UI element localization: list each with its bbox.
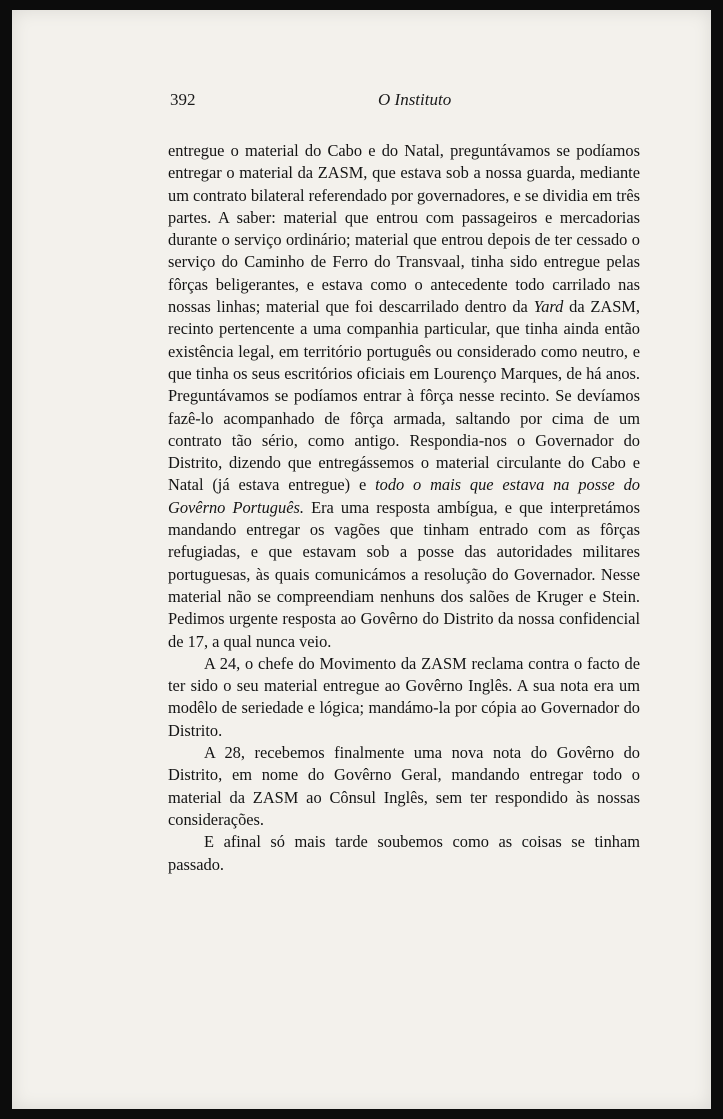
- italic-quote: todo o mais que estava na posse do Govêrno Português.: [168, 475, 640, 517]
- italic-yard: Yard: [533, 297, 564, 317]
- paragraph-4: E afinal só mais tarde soubemos como as coisas se tinham passado.: [168, 832, 640, 874]
- paragraph-2: A 24, o chefe do Movimento da ZASM reclama contra o facto de ter sido o seu material entregue ao Govêrno Inglês. A sua nota era um modêlo de seriedade e lógica; mandámo-la por cópia ao Governador do Distrito.: [168, 653, 640, 740]
- running-title: O Instituto: [378, 90, 452, 109]
- paragraph-3: A 28, recebemos finalmente uma nova nota do Govêrno do Distrito, em nome do Govêrno Geral, mandando entregar todo o material da ZASM ao Cônsul Inglês, sem ter respondido às nossas considerações.: [168, 743, 640, 829]
- paragraph-1: entregue o material do Cabo e do Natal, preguntávamos se podíamos entregar o material da ZASM, que estava sob a nossa guarda, mediante um contrato bilateral referendado por governadores, e se dividia em três partes. A saber: material que entrou com passageiros e mercadorias durante o serviço ordinário; material que entrou depois de ter cessado o serviço do Caminho de Ferro do Transvaal, tinha sido entregue pelas fôrças beligerantes, e estava como o antecedente todo carrilado nas nossas linhas; material que foi descarrilado dentro da Yard da ZASM, recinto pertencente a uma companhia particular, que tinha ainda então existência legal, em território português ou considerado como neutro, e que tinha os seus escritórios oficiais em Lourenço Marques, de há anos. Preguntávamos se podíamos entrar à fôrça nesse recinto. Se devíamos fazê-lo acompanhado de fôrça armada, saltando por cima de um contrato tão sério, como antigo. Respondia-nos o Governador do Distrito, dizendo que entregássemos o material circulante do Cabo e Natal (já estava entregue) e todo o mais que estava na posse do Govêrno Português. Era uma resposta ambígua, e que interpretámos mandando entregar os vagões que tinham entrado com as fôrças refugiadas, e que estavam sob a posse das autoridades militares portuguesas, às quais comunicámos a resolução do Governador. Nesse material não se compreendiam nenhuns dos salões de Kruger e Stein. Pedimos urgente resposta ao Govêrno do Distrito da nossa confidencial de 17, a qual nunca veio.: [168, 141, 641, 651]
- page-header: [170, 90, 570, 114]
- body-text: [168, 140, 640, 876]
- page-number: 392: [170, 90, 196, 109]
- book-page: [12, 10, 711, 1109]
